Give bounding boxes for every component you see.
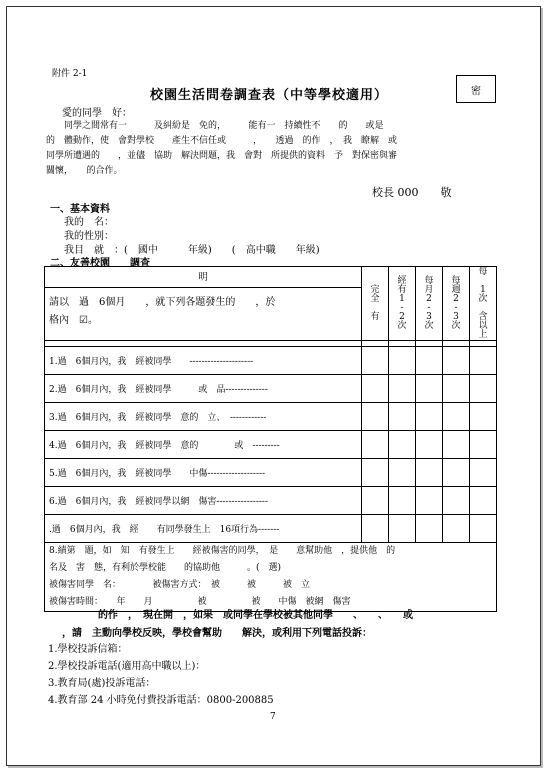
checkbox-cell[interactable] (416, 459, 443, 487)
checkbox-cell[interactable] (416, 515, 443, 543)
checkbox-cell[interactable] (389, 375, 416, 403)
checkbox-cell[interactable] (362, 431, 389, 459)
checkbox-cell[interactable] (389, 431, 416, 459)
checkbox-cell[interactable] (362, 459, 389, 487)
checkbox-cell[interactable] (470, 375, 497, 403)
table-row (45, 375, 497, 403)
annex-label: 附件 2-1 (52, 69, 88, 79)
question-8-block (45, 543, 497, 612)
checkbox-cell[interactable] (362, 375, 389, 403)
intro-line: 同學所遭遇的 ，並儘 協助 解決問題，我 會對 所提供的資料 予 對保密與審 (46, 151, 398, 161)
column-header-once-twice: 經 有 1 - 2 次 (389, 267, 416, 341)
question-8-line: 名及 害 態，有利於學校能 的協助他 。( 選) (49, 563, 282, 573)
question-6: 6.過 6個月內，我 經被同學以網 傷害----------------- (45, 487, 362, 515)
checkbox-cell[interactable] (362, 515, 389, 543)
page-number: 7 (270, 712, 276, 722)
column-header-monthly: 每 月 2 - 3 次 (416, 267, 443, 341)
checkbox-cell[interactable] (443, 459, 470, 487)
checkbox-cell[interactable] (389, 487, 416, 515)
intro-line: 同學之間常有一 及糾紛是 免的， 能有一 持續性不 的 或是 (46, 121, 384, 131)
intro-line: 的 體動作，使 會對學校 產生不信任或 ， 透過 的作 ， 我 瞭解 或 (46, 136, 398, 146)
checkbox-cell[interactable] (470, 431, 497, 459)
checkbox-cell[interactable] (443, 431, 470, 459)
column-header-daily: 每 1 次 含 以 上 (470, 267, 497, 341)
column-header-weekly: 每 週 2 - 3 次 (443, 267, 470, 341)
section2-heading: 二、友善校園 調查 (50, 258, 150, 269)
question-7: .過 6個月內，我 經 有同學發生上 16項行為------- (45, 515, 362, 543)
table-row (45, 347, 497, 375)
table-row (45, 543, 497, 612)
table-header-cell: 明 請以 過 6個月 ，就下列各題發生的 ，於 格內 ☑。 (45, 267, 362, 341)
column-header-never: 完 全 有 (362, 267, 389, 341)
question-2: 2.過 6個月內，我 經被同學 或 品-------------- (45, 375, 362, 403)
table-row (45, 431, 497, 459)
checkbox-cell[interactable] (389, 347, 416, 375)
checkbox-cell[interactable] (443, 515, 470, 543)
checkbox-cell[interactable] (416, 375, 443, 403)
checkbox-cell[interactable] (470, 459, 497, 487)
checkbox-cell[interactable] (443, 347, 470, 375)
checkbox-cell[interactable] (470, 487, 497, 515)
checkbox-cell[interactable] (416, 347, 443, 375)
list-item: 4.教育部 24 小時免付費投訴電話：0800-200885 (48, 695, 274, 706)
checkbox-cell[interactable] (362, 347, 389, 375)
name-label: 我的 名： (64, 217, 114, 228)
question-1: 1.過 6個月內，我 經被同學 --------------------- (45, 347, 362, 375)
checkbox-cell[interactable] (443, 403, 470, 431)
table-row (45, 515, 497, 543)
gender-label: 我的性別： (64, 231, 114, 242)
closing-line-1: 的作 ， 現在開 ，如果 或同學在學校被其他同學 、 、 或 (98, 610, 413, 621)
checkbox-cell[interactable] (443, 487, 470, 515)
list-item: 3.教育局(處)投訴電話： (48, 678, 156, 689)
header-instruction-1: 請以 過 6個月 ，就下列各題發生的 ，於 (49, 297, 276, 308)
question-8-line: 8.績第 題，如 知 有發生上 經被傷害的同學， 是 意幫助他 ，提供他 的 (49, 546, 396, 556)
checkbox-cell[interactable] (389, 515, 416, 543)
checkbox-cell[interactable] (470, 347, 497, 375)
checkbox-cell[interactable] (362, 403, 389, 431)
contact-list (48, 641, 274, 709)
greeting: 愛的同學 好： (62, 108, 132, 119)
principal-signature: 校長 000 敬 (372, 186, 452, 199)
checkbox-cell[interactable] (362, 487, 389, 515)
table-row (45, 487, 497, 515)
section1-heading: 一、基本資料 (50, 204, 110, 215)
question-3: 3.過 6個月內，我 經被同學 意的 立、 ------------ (45, 403, 362, 431)
checkbox-cell[interactable] (443, 375, 470, 403)
checkbox-cell[interactable] (389, 459, 416, 487)
header-instruction-2: 格內 ☑。 (49, 315, 98, 326)
checkbox-cell[interactable] (389, 403, 416, 431)
victim-time-line: 被傷害時間： 年 月 被 被 中傷 被網 傷害 (49, 597, 351, 607)
question-4: 4.過 6個月內，我 經被同學 意的 或 --------- (45, 431, 362, 459)
closing-line-2: ，請 主動向學校反映，學校會幫助 解決，或利用下列電話投訴： (62, 628, 372, 639)
table-row (45, 459, 497, 487)
list-item: 2.學校投訴電話(適用高中職以上)： (48, 661, 206, 672)
survey-table (44, 266, 497, 612)
page-title: 校園生活問卷調查表（中等學校適用） (150, 88, 389, 103)
question-5: 5.過 6個月內，我 經被同學 中傷------------------- (45, 459, 362, 487)
checkbox-cell[interactable] (416, 403, 443, 431)
checkbox-cell[interactable] (470, 515, 497, 543)
secret-box: 密 (456, 75, 496, 103)
victim-name-line: 被傷害同學 名： 被傷害方式： 被 被 被 立 (49, 580, 311, 590)
intro-line: 關懷， 的合作。 (46, 166, 123, 176)
list-item: 1.學校投訴信箱： (48, 644, 128, 655)
checkbox-cell[interactable] (470, 403, 497, 431)
checkbox-cell[interactable] (416, 431, 443, 459)
school-grade-label: 我目 就 ：( 國中 年級) ( 高中職 年級) (64, 245, 320, 256)
checkbox-cell[interactable] (416, 487, 443, 515)
table-row (45, 403, 497, 431)
intro-paragraph (46, 119, 397, 179)
